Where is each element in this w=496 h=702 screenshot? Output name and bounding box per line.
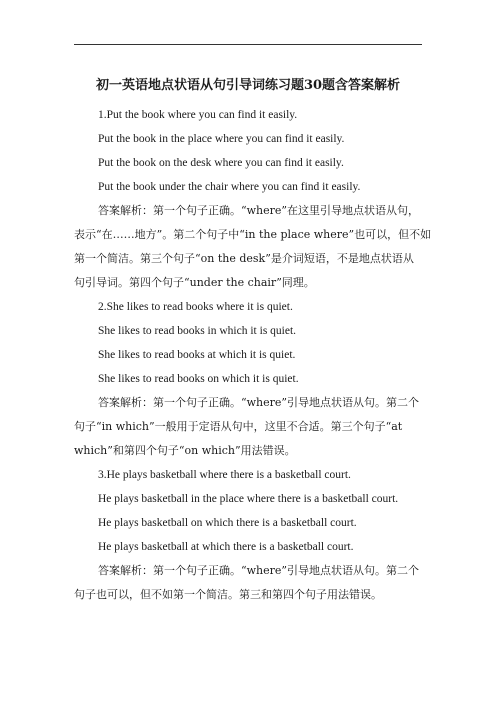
example-sentence-line: Put the book on the desk where you can find it easily. xyxy=(98,157,344,169)
example-sentence-line: He plays basketball on which there is a basketball court. xyxy=(98,517,357,529)
page-title: 初一英语地点状语从句引导词练习题30题含答案解析 xyxy=(95,78,401,93)
example-sentence-line: Put the book under the chair where you can find it easily. xyxy=(98,181,361,193)
answer-explanation-line: 句子也可以，但不如第一个简洁。第三和第四个句子用法错误。 xyxy=(74,588,382,601)
answer-explanation-line: 句引导词。第四个句子“under the chair”同理。 xyxy=(74,276,315,289)
example-sentence-line: She likes to read books in which it is quiet. xyxy=(98,325,297,337)
example-sentence-line: 2.She likes to read books where it is quiet. xyxy=(98,301,293,313)
answer-explanation-line: 表示“在……地方”。第二个句子中“in the place where”也可以，但不如 xyxy=(74,228,432,241)
answer-explanation-line: 第一个简洁。第三个句子“on the desk”是介词短语，不是地点状语从 xyxy=(74,252,414,265)
example-sentence-line: She likes to read books at which it is quiet. xyxy=(98,349,296,361)
header-rule xyxy=(74,44,422,45)
example-sentence-line: He plays basketball in the place where there is a basketball court. xyxy=(98,493,399,505)
document-body xyxy=(74,103,432,607)
example-sentence-line: 1.Put the book where you can find it easily. xyxy=(98,109,298,121)
answer-explanation-line: which”和第四个句子“on which”用法错误。 xyxy=(74,444,296,457)
example-sentence-line: Put the book in the place where you can find it easily. xyxy=(98,133,345,145)
answer-explanation-line: 句子“in which”一般用于定语从句中，这里不合适。第三个句子“at xyxy=(74,420,403,433)
answer-explanation-line: 答案解析：第一个句子正确。“where”在这里引导地点状语从句， xyxy=(98,204,420,217)
answer-explanation-line: 答案解析：第一个句子正确。“where”引导地点状语从句。第二个 xyxy=(98,564,420,577)
example-sentence-line: He plays basketball at which there is a basketball court. xyxy=(98,541,354,553)
answer-explanation-line: 答案解析：第一个句子正确。“where”引导地点状语从句。第二个 xyxy=(98,396,420,409)
example-sentence-line: 3.He plays basketball where there is a basketball court. xyxy=(98,469,351,481)
example-sentence-line: She likes to read books on which it is quiet. xyxy=(98,373,299,385)
